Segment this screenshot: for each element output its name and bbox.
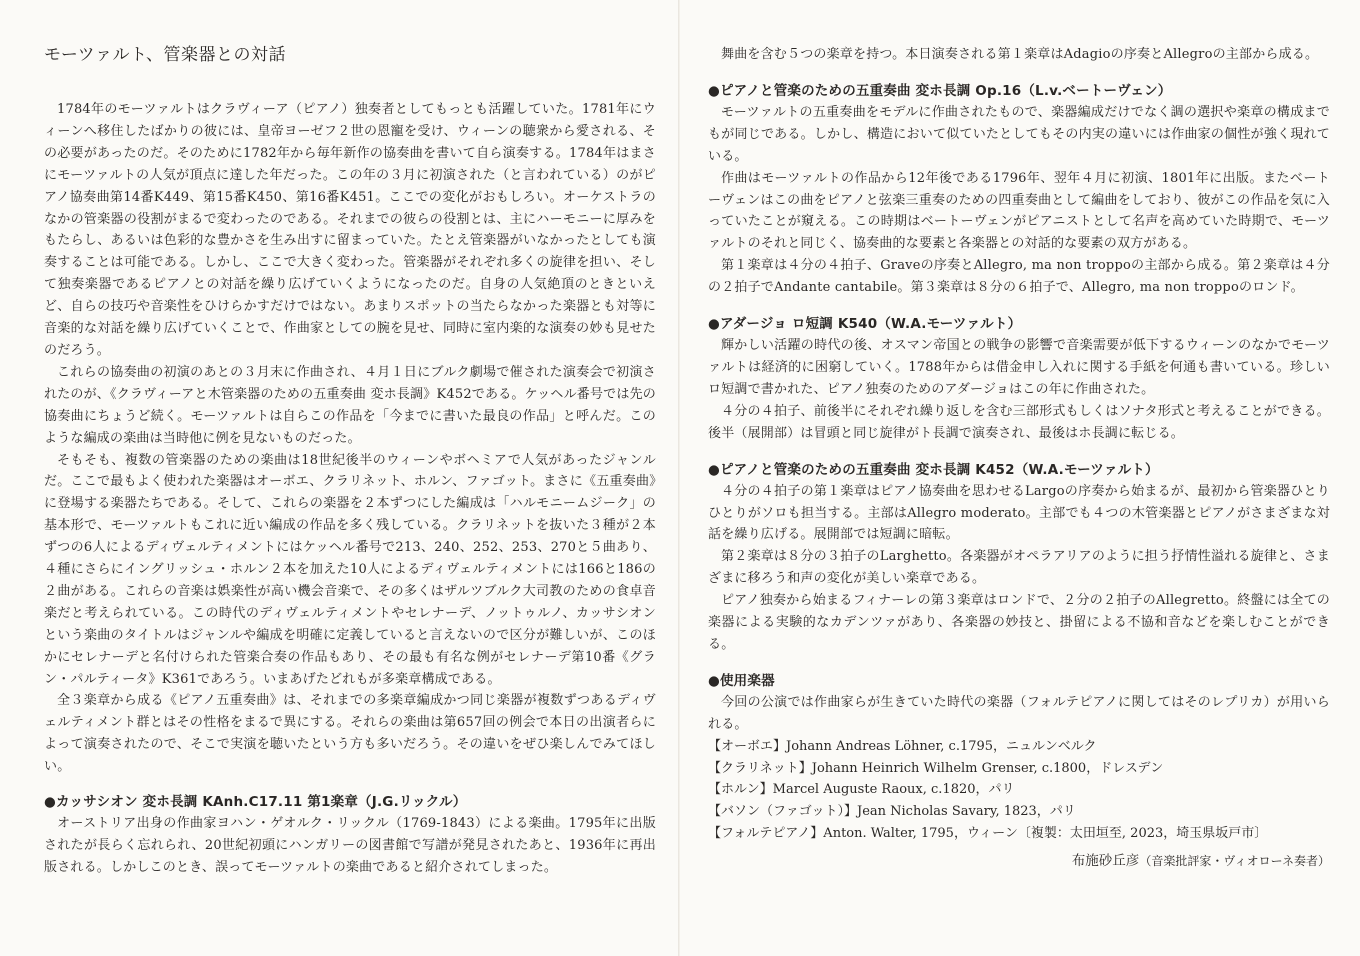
section-text: オーストリア出身の作曲家ヨハン・ゲオルク・リックル（1769-1843）による楽曲。1795年に出版されたが長らく忘れられ、20世紀初頭にハンガリーの図書館で写譜が発見されたあと、1936年に再出版される。しかしこのとき、誤ってモーツァルトの楽曲であると紹介されてしまった。 [44, 816, 656, 875]
right-page [680, 0, 1360, 956]
page-title: モーツァルト、管楽器との対話 [44, 45, 286, 65]
author-role: （音楽批評家・ヴィオローネ奏者） [1139, 854, 1330, 869]
instrument-item: 【バソン（ファゴット）】Jean Nicholas Savary, 1823，パリ [708, 804, 1076, 820]
body-paragraph: ４分の４拍子の第１楽章はピアノ協奏曲を思わせるLargoの序奏から始まるが、最初から管楽器ひとりひとりがソロも担当する。主部はAllegro moderato。主部でも４つの木管楽器とピアノがさまざまな対話を繰り広げる。展開部では短調に暗転。 [708, 483, 1330, 543]
body-paragraph: ４分の４拍子、前後半にそれぞれ繰り返しを含む三部形式もしくはソナタ形式と考えることができる。後半（展開部）は冒頭と同じ旋律がト長調で演奏され、最後はホ長調に転じる。 [708, 403, 1330, 441]
author-name: 布施砂丘彦 [1071, 853, 1140, 870]
body-paragraph: 輝かしい活躍の時代の後、オスマン帝国との戦争の影響で音楽需要が低下するウィーンのなかでモーツァルトは経済的に困窮していく。1788年からは借金申し入れに関する手紙を何通も書いている。珍しいロ短調で書かれた、ピアノ独奏のためのアダージョはこの年に作曲された。 [708, 338, 1330, 397]
body-paragraph: ピアノ独奏から始まるフィナーレの第３楽章はロンドで、２分の２拍子のAllegretto。終盤には全ての楽器による実験的なカデンツァがあり、各楽器の妙技と、掛留による不協和音などを楽しむことができる。 [708, 593, 1330, 652]
body-paragraph: 全３楽章から成る《ピアノ五重奏曲》は、それまでの多楽章編成かつ同じ楽器が複数ずつあるディヴェルティメント群とはその性格をまるで異にする。それらの楽曲は第657回の例会で本日の出演者らによって演奏されたので、そこで実演を聴いたという方も多いだろう。その違いをぜひ楽しんでみてほしい。 [44, 693, 656, 775]
section-heading-adagio: ●アダージョ ロ短調 K540（W.A.モーツァルト） [708, 316, 1022, 333]
body-paragraph: そもそも、複数の管楽器のための楽曲は18世紀後半のウィーンやボヘミアで人気があったジャンルだ。ここで最もよく使われた楽器はオーボエ、クラリネット、ホルン、ファゴット。まさに《五重奏曲》に登場する楽器たちである。そして、これらの楽器を２本ずつにした編成は「ハルモニームジーク」の基本形で、モーツァルトもこれに近い編成の作品を多く残している。クラリネットを抜いた３種が２本ずつの6人によるディヴェルティメントにはケッヘル番号で213、240、252、253、270と５曲あり、４種にさらにイングリッシュ・ホルン２本を加えた10人によるディヴェルティメントには166と186の２曲がある。これらの音楽は娯楽性が高い機会音楽で、その多くはザルツブルク大司教のための食卓音楽だと考えられている。この時代のディヴェルティメントやセレナーデ、ノットゥルノ、カッサシオンという楽曲のタイトルはジャンルや編成を明確に定義していると言えないので区分が難しいが、このほかにセレナーデと名付けられた管楽合奏の作品もあり、その最も有名な例がセレナーデ第10番《グラン・パルティータ》K361であろう。いまあげたどれもが多楽章構成である。 [44, 452, 656, 687]
section-heading-instruments: ●使用楽器 [708, 672, 775, 689]
section-heading-k452: ●ピアノと管楽のための五重奏曲 変ホ長調 K452（W.A.モーツァルト） [708, 461, 1159, 478]
body-paragraph: 第１楽章は４分の４拍子、Graveの序奏とAllegro, ma non troppoの主部から成る。第２楽章は４分の２拍子でAndante cantabile。第３楽章は８分の６拍子で、Allegro, ma non troppoのロンド。 [708, 258, 1330, 296]
body-paragraph: モーツァルトの五重奏曲をモデルに作曲されたもので、楽器編成だけでなく調の選択や楽章の構成までもが同じである。しかし、構造において似ていたとしてもその内実の違いには作曲家の個性が強く現れている。 [708, 104, 1330, 164]
body-paragraph: 1784年のモーツァルトはクラヴィーア（ピアノ）独奏者としてもっとも活躍していた。1781年にウィーンへ移住したばかりの彼には、皇帝ヨーゼフ２世の恩寵を受け、ウィーンの聴衆から愛される、その必要があったのだ。そのために1782年から毎年新作の協奏曲を書いて自ら演奏する。1784年はまさにモーツァルトの人気が頂点に達した年だった。この年の３月に初演された（と言われている）のがピアノ協奏曲第14番K449、第15番K450、第16番K451。ここでの変化がおもしろい。オーケストラのなかの管楽器の役割がまるで変わったのである。それまでの彼らの役割とは、主にハーモニーに厚みをもたらし、あるいは色彩的な豊かさを生み出すに留まっていた。たとえ管楽器がいなかったとしても演奏することは可能である。しかし、ここで大きく変わった。管楽器がそれぞれ多くの旋律を担い、そして独奏楽器であるピアノとの対話を繰り広げていくようになったのだ。自身の人気絶頂のときといえど、自らの技巧や音楽性をひけらかすだけではない。あまりスポットの当たらなかった楽器とも対等に音楽的な対話を繰り広げていくことで、作曲家としての腕を見せ、同時に室内楽的な演奏の妙も見せたのだろう。 [44, 102, 656, 358]
instrument-item: 【オーボエ】Johann Andreas Löhner, c.1795，ニュルンベルク [708, 738, 1097, 754]
instrument-item: 【ホルン】Marcel Auguste Raoux, c.1820，パリ [708, 782, 1015, 798]
author-signature [708, 849, 1330, 869]
instrument-item: 【クラリネット】Johann Heinrich Wilhelm Grenser, c.1800，ドレスデン [708, 760, 1164, 776]
body-paragraph: 作曲はモーツァルトの作品から12年後である1796年、翌年４月に初演、1801年に出版。またベートーヴェンはこの曲をピアノと弦楽三重奏のための四重奏曲として編曲をしており、彼がこの作品を気に入っていたことが窺える。この時期はベートーヴェンがピアニストとして名声を高めていた時期で、モーツァルトのそれと同じく、協奏曲的な要素と各楽器との対話的な要素の双方がある。 [708, 170, 1330, 252]
continuation-text: 舞曲を含む５つの楽章を持つ。本日演奏される第１楽章はAdagioの序奏とAllegroの主部から成る。 [721, 47, 1319, 62]
instruments-intro: 今回の公演では作曲家らが生きていた時代の楽器（フォルテピアノに関してはそのレプリカ）が用いられる。 [708, 694, 1330, 732]
section-heading-beethoven: ●ピアノと管楽のための五重奏曲 変ホ長調 Op.16（L.v.ベートーヴェン） [708, 82, 1172, 99]
body-paragraph: 第２楽章は８分の３拍子のLarghetto。各楽器がオペラアリアのように担う抒情性溢れる旋律と、さまざまに移ろう和声の変化が美しい楽章である。 [708, 549, 1330, 587]
section-heading-cassation: ●カッサシオン 変ホ長調 KAnh.C17.11 第1楽章（J.G.リックル） [44, 794, 467, 811]
instrument-item: 【フォルテピアノ】Anton. Walter, 1795，ウィーン〔複製：太田垣至, 2023，埼玉県坂戸市〕 [708, 826, 1268, 842]
body-paragraph: これらの協奏曲の初演のあとの３月末に作曲され、４月１日にブルク劇場で催された演奏会で初演されたのが、《クラヴィーアと木管楽器のための五重奏曲 変ホ長調》K452である。ケッヘル番号では先の協奏曲にちょうど続く。モーツァルトは自らこの作品を「今までに書いた最良の作品」と呼んだ。このような編成の楽曲は当時他に例を見ないものだった。 [44, 364, 656, 446]
